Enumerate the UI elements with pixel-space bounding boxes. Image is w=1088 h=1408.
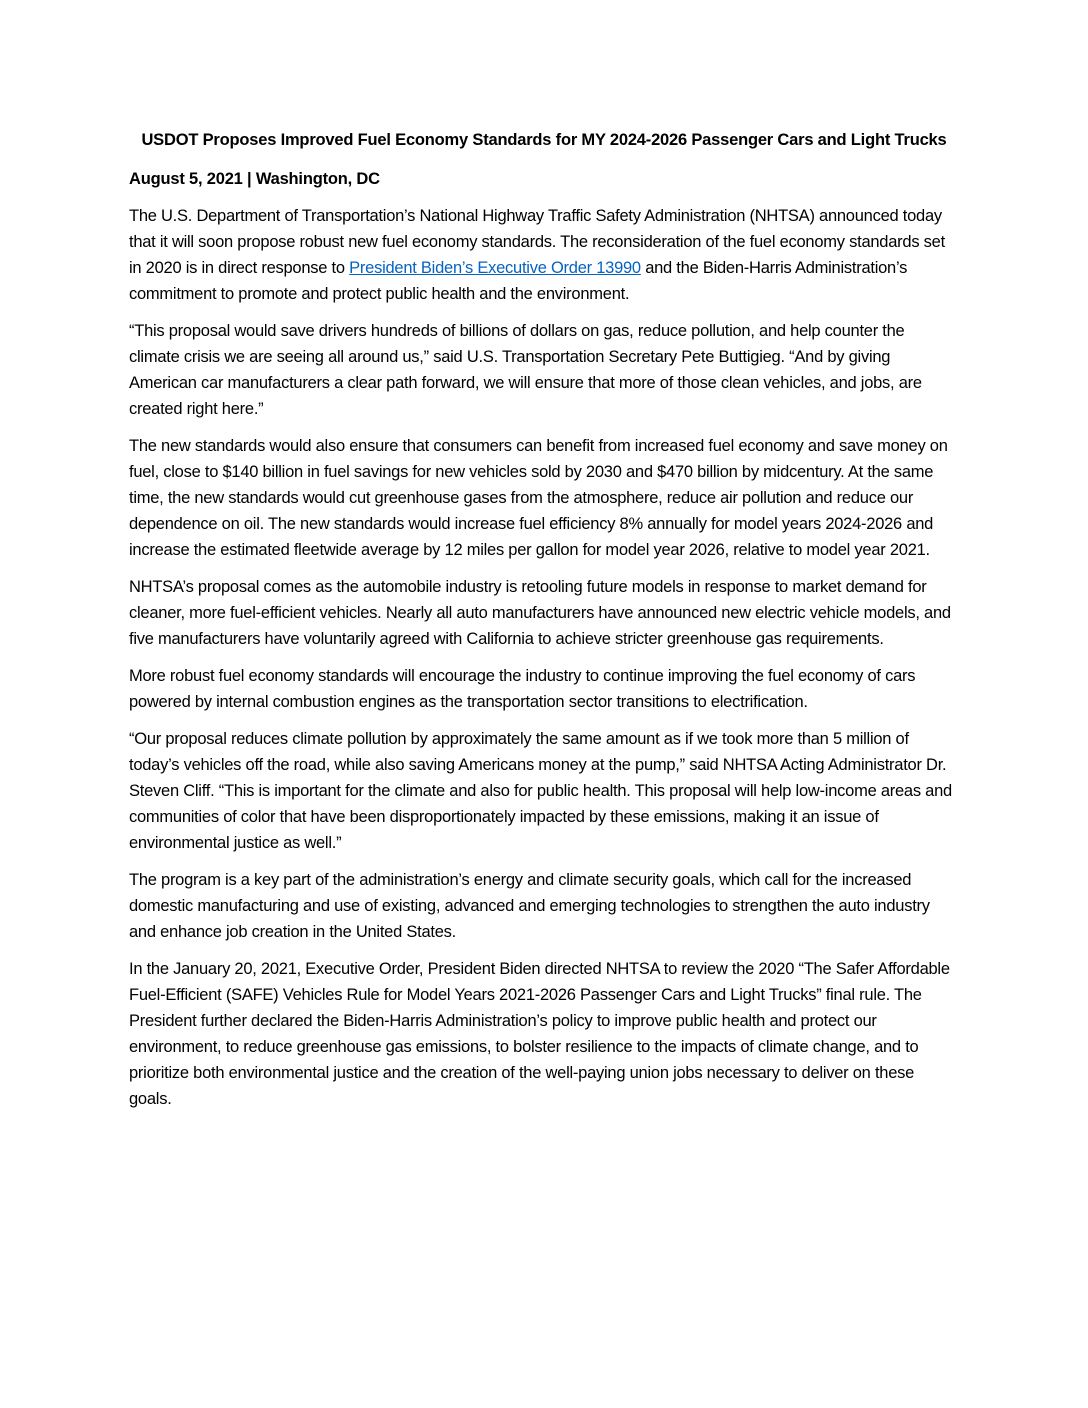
paragraph-3: The new standards would also ensure that consumers can benefit from increased fuel economy and save money on fuel, close to $140 billion in fuel savings for new vehicles sold by 2030 and $470 billion by midcentury. At the same time, the new standards would cut greenhouse gases from the atmosphere, reduce air pollution and reduce our dependence on oil. The new standards would increase fuel efficiency 8% annually for model years 2024-2026 and increase the estimated fleetwide average by 12 miles per gallon for model year 2026, relative to model year 2021. (129, 437, 948, 559)
paragraph-1-text-after-link: and the Biden-Harris Administration’s commitment to promote and protect public health and the environment. (129, 259, 908, 303)
paragraph-2: “This proposal would save drivers hundreds of billions of dollars on gas, reduce pollution, and help counter the climate crisis we are seeing all around us,” said U.S. Transportation Secretary Pete Buttigieg. “And by giving American car manufacturers a clear path forward, we will ensure that more of those clean vehicles, and jobs, are created right here.” (129, 322, 922, 418)
paragraph-1-text-before-link: The U.S. Department of Transportation’s National Highway Traffic Safety Administration (NHTSA) announced today that it will soon propose robust new fuel economy standards. The reconsideration of the fuel economy standards set in 2020 is in direct response to (129, 207, 945, 277)
paragraph-1 (129, 203, 959, 307)
document-page (129, 128, 959, 1123)
paragraph-7: The program is a key part of the administration’s energy and climate security goals, which call for the increased domestic manufacturing and use of existing, advanced and emerging technologies to strengthen the auto industry and enhance job creation in the United States. (129, 871, 930, 941)
paragraph-6: “Our proposal reduces climate pollution by approximately the same amount as if we took more than 5 million of today’s vehicles off the road, while also saving Americans money at the pump,” said NHTSA Acting Administrator Dr. Steven Cliff. “This is important for the climate and also for public health. This proposal will help low-income areas and communities of color that have been disproportionately impacted by these emissions, making it an issue of environmental justice as well.” (129, 730, 952, 852)
paragraph-5: More robust fuel economy standards will encourage the industry to continue improving the fuel economy of cars powered by internal combustion engines as the transportation sector transitions to electrification. (129, 667, 916, 711)
paragraph-4: NHTSA’s proposal comes as the automobile industry is retooling future models in response to market demand for cleaner, more fuel-efficient vehicles. Nearly all auto manufacturers have announced new electric vehicle models, and five manufacturers have voluntarily agreed with California to achieve stricter greenhouse gas requirements. (129, 578, 951, 648)
executive-order-link[interactable]: President Biden’s Executive Order 13990 (349, 259, 641, 277)
dateline: August 5, 2021 | Washington, DC (129, 170, 380, 188)
document-title: USDOT Proposes Improved Fuel Economy Standards for MY 2024-2026 Passenger Cars and Light Trucks (141, 131, 947, 149)
paragraph-8: In the January 20, 2021, Executive Order, President Biden directed NHTSA to review the 2020 “The Safer Affordable Fuel-Efficient (SAFE) Vehicles Rule for Model Years 2021-2026 Passenger Cars and Light Trucks” final rule. The President further declared the Biden-Harris Administration’s policy to improve public health and protect our environment, to reduce greenhouse gas emissions, to bolster resilience to the impacts of climate change, and to prioritize both environmental justice and the creation of the well-paying union jobs necessary to deliver on these goals. (129, 960, 950, 1108)
